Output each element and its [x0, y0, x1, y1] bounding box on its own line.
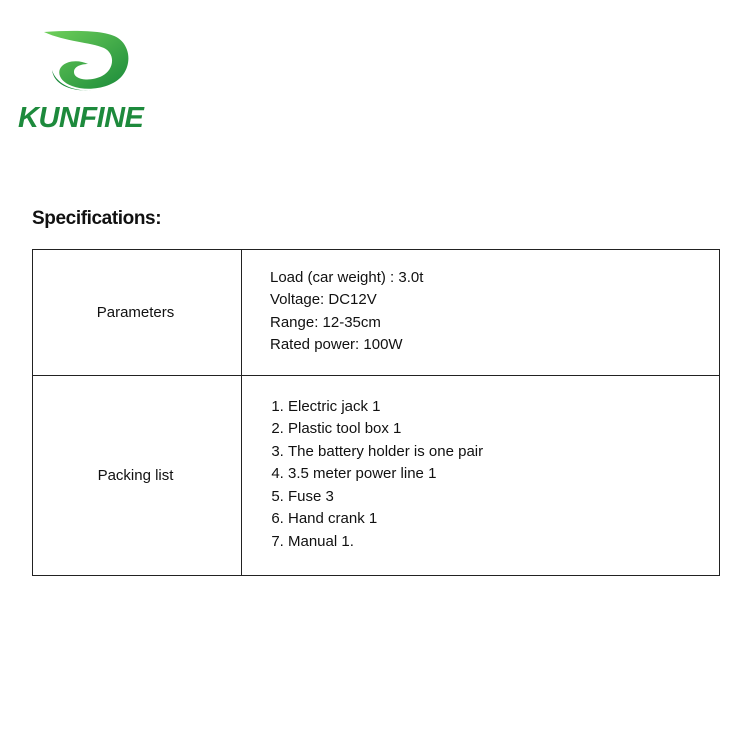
table-row-packing-list [33, 376, 720, 576]
value-line: Range: 12-35cm [270, 313, 381, 331]
specifications-table [32, 249, 720, 576]
value-line: Voltage: DC12V [270, 291, 377, 308]
row-values [242, 376, 720, 576]
value-line: Rated power: 100W [270, 336, 403, 353]
row-values [242, 250, 720, 376]
packing-list [270, 396, 719, 554]
brand-logo [16, 30, 168, 135]
list-item: 6. Hand crank 1 [288, 508, 719, 531]
list-item: 4. 3.5 meter power line 1 [288, 463, 719, 486]
row-label: Parameters [33, 250, 242, 376]
value-line: Load (car weight) : 3.0t [270, 268, 424, 286]
section-title: Specifications: [32, 208, 162, 229]
list-item: 2. Plastic tool box 1 [288, 418, 719, 441]
row-label: Packing list [33, 376, 242, 576]
list-item: 1. Electric jack 1 [288, 396, 719, 419]
brand-name: KUNFINE [18, 102, 144, 134]
table-row-parameters [33, 250, 720, 376]
swirl-logo-icon [44, 30, 130, 92]
list-item: 3. The battery holder is one pair [288, 441, 719, 464]
list-item: 7. Manual 1. [288, 531, 719, 554]
list-item: 5. Fuse 3 [288, 486, 719, 509]
